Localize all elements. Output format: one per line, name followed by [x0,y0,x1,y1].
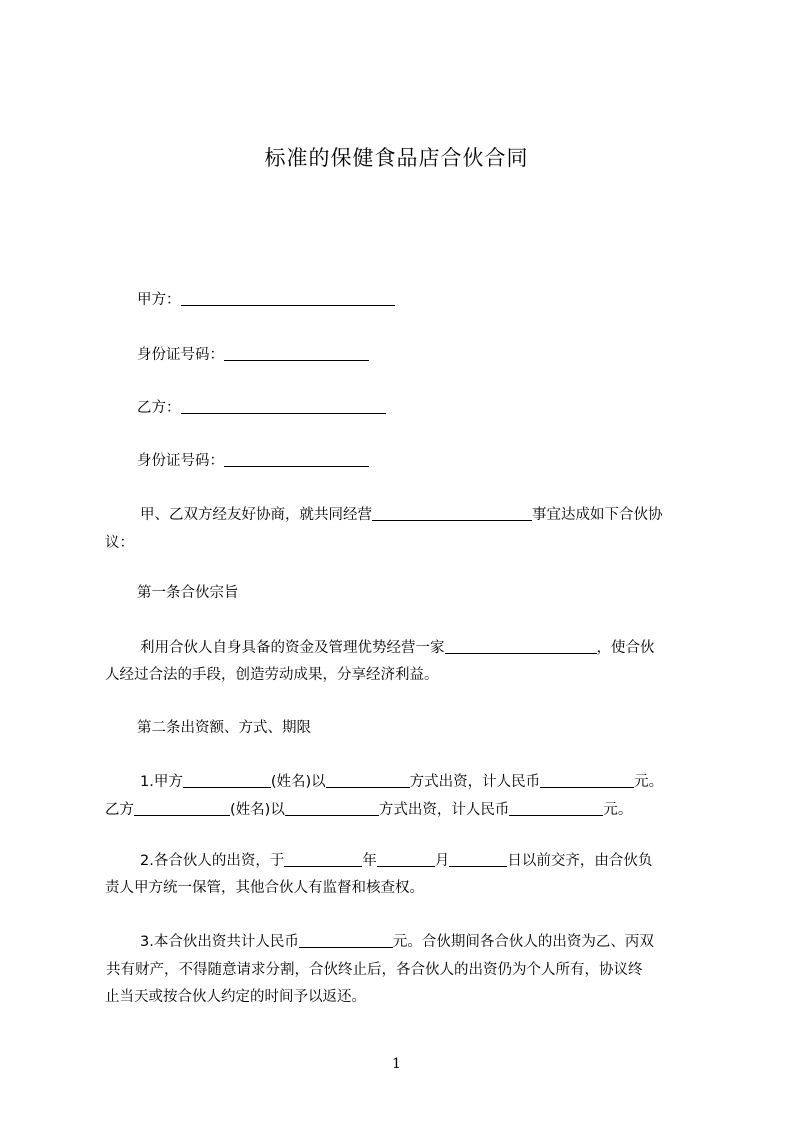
intro-text: 甲、乙双方经友好协商，就共同经营 [140,507,372,523]
shop-blank [445,636,597,654]
article1-line-2: 人经过合法的手段，创造劳动成果，分享经济利益。 [105,667,439,683]
party-b-label: 乙方： [137,400,181,416]
party-b-line [137,394,737,422]
document-title: 标准的保健食品店合伙合同 [264,146,529,170]
party-a-id-label: 身份证号码： [137,347,224,363]
item1-name-word-2: (姓名)以 [230,802,285,818]
item3-line-1 [140,928,740,956]
article1-text: 利用合伙人自身具备的资金及管理优势经营一家 [140,640,445,656]
item2-prefix: 2.各合伙人的出资，于 [140,853,285,869]
party-a-id-blank [224,343,369,361]
item3-line-2: 共有财产，不得随意请求分割，合伙终止后，各合伙人的出资仍为个人所有，协议终 [106,962,643,978]
b-method-blank [285,798,379,816]
item2-month: 月 [434,853,450,869]
item2-year: 年 [362,853,377,869]
item3-prefix: 3.本合伙出资共计人民币 [140,934,299,950]
party-a-blank [181,288,395,306]
article2-heading: 第二条出资额、方式、期限 [137,720,311,736]
b-name-blank [134,798,230,816]
day-blank [449,849,507,867]
item1-unit: 元。 [634,774,664,790]
a-method-blank [326,770,410,788]
year-blank [284,849,362,867]
party-a-line [137,286,737,314]
item1-method: 方式出资，计人民币 [409,774,541,790]
business-blank [372,503,532,521]
item3-line-3: 止当天或按合伙人约定的时间予以返还。 [105,989,366,1005]
item3-rest: 元。合伙期间各合伙人的出资为乙、丙双 [392,934,654,950]
item1-name-word: (姓名)以 [270,774,326,790]
party-a-label: 甲方： [137,292,181,308]
party-b-id-blank [224,449,369,467]
intro-line-1 [140,501,740,529]
article1-heading: 第一条合伙宗旨 [137,585,239,601]
party-b-blank [181,396,386,414]
item1-a-prefix: 1.甲方 [140,774,183,790]
item2-rest: 日以前交齐，由合伙负 [507,853,653,869]
intro-line-2: 议： [105,535,134,551]
total-amount-blank [299,930,393,948]
item1-unit-2: 元。 [603,802,633,818]
item1-b-prefix: 乙方 [105,802,134,818]
b-amount-blank [509,798,603,816]
article1-line-1 [140,634,740,662]
page-number: 1 [392,1056,401,1072]
item1-method-2: 方式出资，计人民币 [378,802,510,818]
item1-line-2 [105,796,705,824]
party-a-id-line [137,341,737,369]
item1-line-1 [140,768,740,796]
month-blank [377,849,435,867]
party-b-id-line [137,447,737,475]
item2-line-1 [140,847,740,875]
party-b-id-label: 身份证号码： [137,453,224,469]
article1-text-2: ，使合伙 [596,640,655,656]
a-amount-blank [540,770,634,788]
intro-text-2: 事宜达成如下合伙协 [532,507,663,523]
item2-line-2: 责人甲方统一保管，其他合伙人有监督和核查权。 [105,880,424,896]
a-name-blank [183,770,271,788]
